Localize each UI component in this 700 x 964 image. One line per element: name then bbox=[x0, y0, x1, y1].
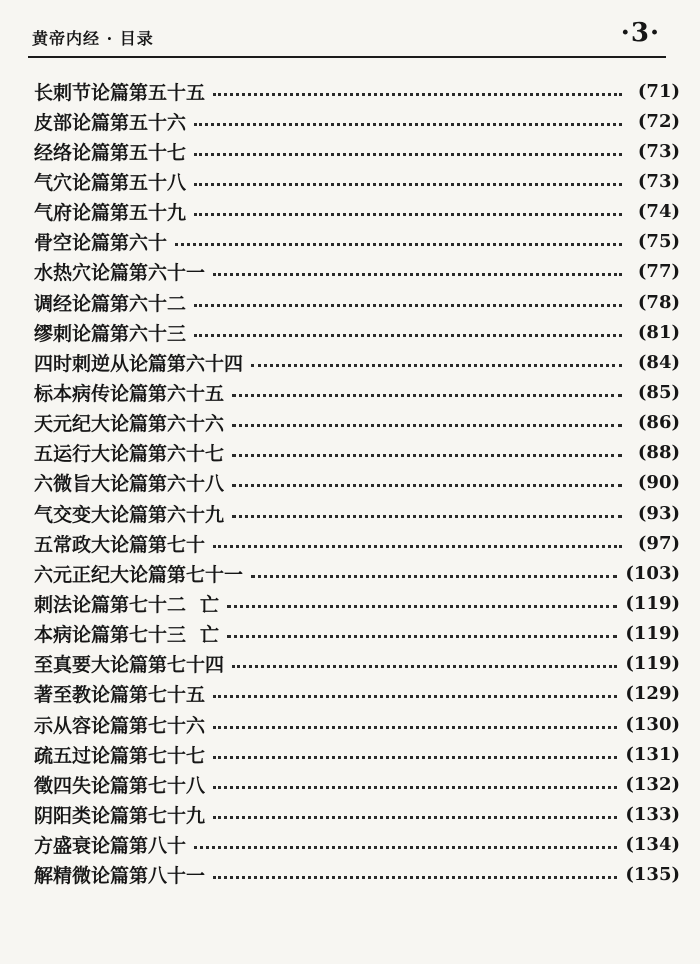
toc-entry-page: (85) bbox=[637, 381, 680, 403]
dot-leader bbox=[227, 605, 617, 608]
page-header bbox=[28, 18, 666, 54]
toc-entry-title: 气交变大论篇第六十九 bbox=[34, 503, 225, 526]
dot-leader bbox=[194, 183, 622, 186]
toc-entry-title: 五运行大论篇第六十七 bbox=[34, 443, 225, 466]
toc-entry bbox=[34, 739, 680, 769]
toc-entry bbox=[34, 197, 680, 227]
dot-leader bbox=[213, 876, 617, 879]
header-rule bbox=[28, 56, 666, 58]
toc-entry-note: 亡 bbox=[200, 624, 220, 647]
dot-leader bbox=[232, 394, 622, 397]
running-title: 黄帝内经 · 目录 bbox=[32, 29, 154, 48]
toc-entry-page: (93) bbox=[637, 502, 680, 524]
toc-entry bbox=[34, 860, 680, 890]
toc-entry-title: 标本病传论篇第六十五 bbox=[34, 382, 225, 405]
toc-entry bbox=[34, 257, 680, 287]
toc-entry-page: (73) bbox=[637, 170, 680, 192]
toc-entry-page: (119) bbox=[625, 653, 680, 675]
toc-entry-title: 气穴论篇第五十八 bbox=[34, 171, 187, 194]
toc-entry-page: (135) bbox=[625, 864, 680, 886]
toc-entry-page: (77) bbox=[637, 261, 680, 283]
table-of-contents bbox=[34, 76, 680, 890]
toc-entry-page: (88) bbox=[637, 442, 680, 464]
toc-entry-title: 四时刺逆从论篇第六十四 bbox=[34, 352, 244, 375]
toc-entry-title: 示从容论篇第七十六 bbox=[34, 714, 206, 737]
toc-entry bbox=[34, 76, 680, 106]
toc-entry-page: (90) bbox=[637, 472, 680, 494]
toc-entry-page: (129) bbox=[625, 683, 680, 705]
toc-entry-title: 缪刺论篇第六十三 bbox=[34, 322, 187, 345]
toc-entry bbox=[34, 166, 680, 196]
toc-entry bbox=[34, 408, 680, 438]
page-number: ·3· bbox=[620, 18, 660, 48]
toc-entry bbox=[34, 287, 680, 317]
toc-entry bbox=[34, 679, 680, 709]
toc-entry-title: 至真要大论篇第七十四 bbox=[34, 654, 225, 677]
toc-entry-title: 解精微论篇第八十一 bbox=[34, 865, 206, 888]
toc-entry-title: 经络论篇第五十七 bbox=[34, 141, 187, 164]
toc-entry bbox=[34, 799, 680, 829]
dot-leader bbox=[232, 454, 622, 457]
toc-entry bbox=[34, 769, 680, 799]
dot-leader bbox=[251, 364, 622, 367]
toc-entry-page: (86) bbox=[637, 412, 680, 434]
dot-leader bbox=[213, 816, 617, 819]
toc-entry bbox=[34, 317, 680, 347]
toc-entry-title: 六微旨大论篇第六十八 bbox=[34, 473, 225, 496]
dot-leader bbox=[213, 726, 617, 729]
toc-entry-page: (103) bbox=[625, 562, 680, 584]
toc-entry-page: (74) bbox=[637, 201, 680, 223]
dot-leader bbox=[213, 756, 617, 759]
dot-leader bbox=[194, 304, 622, 307]
toc-entry-title: 本病论篇第七十三 bbox=[34, 624, 187, 647]
toc-entry bbox=[34, 709, 680, 739]
toc-entry-title: 方盛衰论篇第八十 bbox=[34, 835, 187, 858]
dot-leader bbox=[213, 545, 622, 548]
toc-entry-title: 著至教论篇第七十五 bbox=[34, 684, 206, 707]
toc-entry bbox=[34, 649, 680, 679]
toc-entry bbox=[34, 227, 680, 257]
toc-entry bbox=[34, 830, 680, 860]
toc-entry-title: 调经论篇第六十二 bbox=[34, 292, 187, 315]
toc-entry-page: (81) bbox=[637, 321, 680, 343]
toc-entry bbox=[34, 106, 680, 136]
toc-entry-page: (133) bbox=[625, 803, 680, 825]
toc-entry bbox=[34, 136, 680, 166]
dot-leader bbox=[175, 243, 622, 246]
dot-leader bbox=[194, 213, 622, 216]
dot-leader bbox=[213, 786, 617, 789]
toc-entry-note: 亡 bbox=[200, 593, 220, 616]
toc-entry bbox=[34, 528, 680, 558]
toc-entry-page: (132) bbox=[625, 773, 680, 795]
toc-entry-page: (78) bbox=[637, 291, 680, 313]
toc-entry-title: 阴阳类论篇第七十九 bbox=[34, 804, 206, 827]
toc-entry-title: 气府论篇第五十九 bbox=[34, 202, 187, 225]
dot-leader bbox=[194, 846, 617, 849]
dot-leader bbox=[194, 334, 622, 337]
toc-entry-page: (75) bbox=[637, 231, 680, 253]
toc-entry-page: (72) bbox=[637, 110, 680, 132]
toc-entry bbox=[34, 347, 680, 377]
toc-entry bbox=[34, 619, 680, 649]
toc-entry-title: 骨空论篇第六十 bbox=[34, 232, 168, 255]
dot-leader bbox=[194, 153, 622, 156]
toc-entry bbox=[34, 588, 680, 618]
toc-entry-page: (84) bbox=[637, 351, 680, 373]
dot-leader bbox=[232, 424, 622, 427]
dot-leader bbox=[213, 695, 617, 698]
toc-entry-page: (131) bbox=[625, 743, 680, 765]
toc-entry-title: 刺法论篇第七十二 bbox=[34, 593, 187, 616]
dot-leader bbox=[194, 123, 622, 126]
toc-entry-title: 六元正纪大论篇第七十一 bbox=[34, 563, 244, 586]
toc-entry-page: (73) bbox=[637, 140, 680, 162]
toc-entry-page: (119) bbox=[625, 623, 680, 645]
toc-entry-title: 疏五过论篇第七十七 bbox=[34, 744, 206, 767]
toc-entry-page: (134) bbox=[625, 834, 680, 856]
dot-leader bbox=[227, 635, 617, 638]
toc-entry-page: (97) bbox=[637, 532, 680, 554]
toc-entry-title: 徵四失论篇第七十八 bbox=[34, 774, 206, 797]
dot-leader bbox=[213, 93, 622, 96]
toc-entry-page: (119) bbox=[625, 592, 680, 614]
toc-entry-page: (130) bbox=[625, 713, 680, 735]
toc-entry-title: 水热穴论篇第六十一 bbox=[34, 262, 206, 285]
toc-entry-title: 五常政大论篇第七十 bbox=[34, 533, 206, 556]
toc-entry bbox=[34, 498, 680, 528]
dot-leader bbox=[232, 665, 617, 668]
toc-entry bbox=[34, 468, 680, 498]
dot-leader bbox=[251, 575, 617, 578]
dot-leader bbox=[232, 515, 622, 518]
toc-entry bbox=[34, 377, 680, 407]
toc-entry bbox=[34, 438, 680, 468]
toc-entry bbox=[34, 558, 680, 588]
dot-leader bbox=[232, 484, 622, 487]
toc-entry-title: 天元纪大论篇第六十六 bbox=[34, 413, 225, 436]
toc-entry-title: 皮部论篇第五十六 bbox=[34, 111, 187, 134]
toc-entry-page: (71) bbox=[637, 80, 680, 102]
dot-leader bbox=[213, 273, 622, 276]
toc-entry-title: 长刺节论篇第五十五 bbox=[34, 81, 206, 104]
